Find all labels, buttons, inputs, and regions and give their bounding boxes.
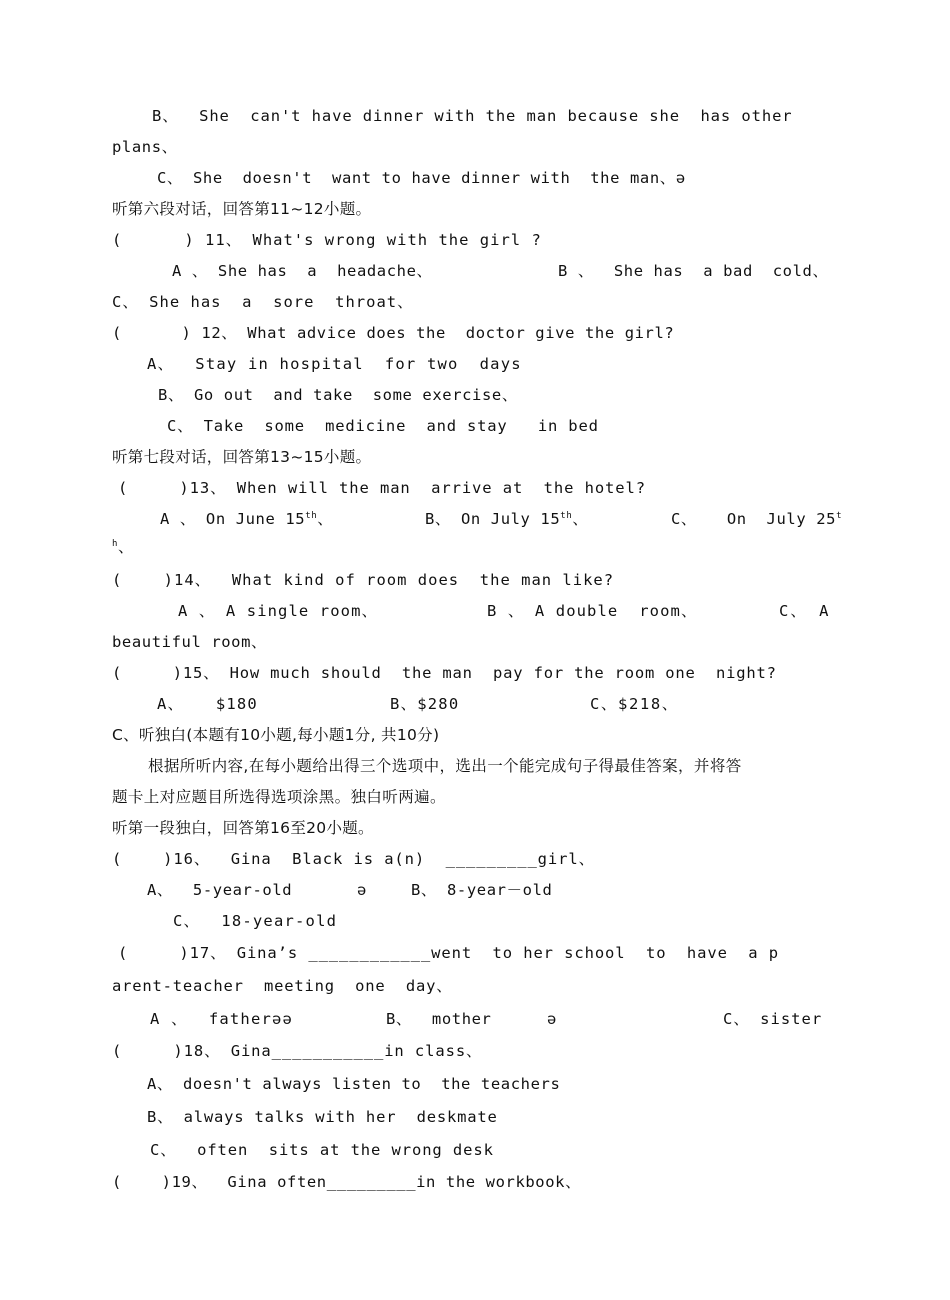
text: 听第七段对话，回答第13~15小题。 — [112, 448, 372, 466]
question-18-option-b — [0, 1106, 950, 1128]
question-10-option-c — [0, 167, 950, 189]
option-c: C、 Take some medicine and stay in bed — [167, 417, 599, 435]
option-a: A、 5-year-old — [147, 881, 293, 899]
text: ( )17、 Gina’s ____________went to her school to have a p — [118, 944, 780, 962]
question-11-options — [0, 260, 950, 282]
text: beautiful room、 — [112, 633, 268, 651]
text: ( ) 11、 What's wrong with the girl ? — [112, 231, 542, 249]
option-a: A 、 She has a headache、 — [172, 262, 433, 280]
text: ( )14、 What kind of room does the man like? — [112, 571, 615, 589]
question-12-option-b — [0, 384, 950, 406]
question-18-option-a — [0, 1073, 950, 1095]
text: 听第六段对话，回答第11~12小题。 — [112, 200, 372, 218]
question-11 — [0, 229, 950, 251]
section-instruction-monologue-1 — [0, 817, 950, 839]
option-c: C、 sister — [723, 1010, 823, 1028]
question-14-options — [0, 600, 950, 622]
text: $^h$、 — [112, 538, 135, 556]
option-a: A、 Stay in hospital for two days — [147, 355, 522, 373]
question-15 — [0, 662, 950, 684]
text: ( ) 12、 What advice does the doctor give the girl? — [112, 324, 675, 342]
option-b: B 、 A double room、 — [487, 602, 698, 620]
text: 听第一段独白，回答第16至20小题。 — [112, 819, 374, 837]
question-13-options — [0, 508, 950, 530]
text: ( )13、 When will the man arrive at the hotel? — [118, 479, 646, 497]
question-16-options — [0, 879, 950, 901]
section-instruction-7 — [0, 446, 950, 468]
option-c: C、$218、 — [590, 695, 679, 713]
option-c: C、 On July 25$^t$ — [671, 510, 843, 528]
question-10-option-b — [0, 105, 950, 127]
option-b: B、 8-year－old — [411, 881, 553, 899]
text: ( )16、 Gina Black is a(n) _________girl、 — [112, 850, 595, 868]
question-17-cont — [0, 975, 950, 997]
question-18-option-c — [0, 1139, 950, 1161]
text: ( )19、 Gina often_________in the workbook、 — [112, 1173, 582, 1191]
question-12 — [0, 322, 950, 344]
question-19 — [0, 1171, 950, 1193]
text: 题卡上对应题目所选得选项涂黑。独白听两遍。 — [112, 788, 446, 806]
option-a: A 、 fatherəə — [150, 1010, 294, 1028]
text: B、 She can't have dinner with the man because she has other — [152, 107, 793, 125]
text: arent-teacher meeting one day、 — [112, 977, 453, 995]
question-10-option-b-cont — [0, 136, 950, 158]
text: plans、 — [112, 138, 178, 156]
question-17 — [0, 942, 950, 964]
text: C、 She doesn't want to have dinner with the man、ə — [157, 169, 686, 187]
question-13 — [0, 477, 950, 499]
section-c-heading — [0, 724, 950, 746]
option-a: A、 $180 — [157, 695, 258, 713]
option-b: B、 On July 15th、 — [425, 510, 589, 528]
question-15-options — [0, 693, 950, 715]
question-16 — [0, 848, 950, 870]
option-b: B、 always talks with her deskmate — [147, 1108, 498, 1126]
option-b: B 、 She has a bad cold、 — [558, 262, 829, 280]
section-c-directions — [0, 755, 950, 777]
option-b: B、$280 — [390, 695, 460, 713]
option-c: C、 A — [779, 602, 831, 620]
question-16-option-c — [0, 910, 950, 932]
question-14 — [0, 569, 950, 591]
mark: ə — [357, 881, 367, 899]
text: ( )15、 How much should the man pay for the room one night? — [112, 664, 777, 682]
text: C、听独白(本题有10小题,每小题1分, 共10分) — [112, 726, 440, 744]
option-a: A 、 On June 15th、 — [160, 510, 334, 528]
option-c: C、 often sits at the wrong desk — [150, 1141, 494, 1159]
question-12-option-c — [0, 415, 950, 437]
question-17-options — [0, 1008, 950, 1030]
option-b: B、 Go out and take some exercise、 — [158, 386, 518, 404]
section-instruction-6 — [0, 198, 950, 220]
text: 根据所听内容,在每小题给出得三个选项中，选出一个能完成句子得最佳答案，并将答 — [148, 757, 742, 775]
option-c: C、 She has a sore throat、 — [112, 293, 414, 311]
question-13-option-c-cont — [0, 536, 950, 558]
question-11-option-c — [0, 291, 950, 313]
option-b: B、 mother — [386, 1010, 492, 1028]
question-12-option-a — [0, 353, 950, 375]
text: ( )18、 Gina___________in class、 — [112, 1042, 483, 1060]
option-c: C、 18-year-old — [173, 912, 338, 930]
section-c-directions-cont — [0, 786, 950, 808]
option-a: A、 doesn't always listen to the teachers — [147, 1075, 561, 1093]
mark: ə — [547, 1010, 557, 1028]
option-a: A 、 A single room、 — [178, 602, 379, 620]
question-14-option-c-cont — [0, 631, 950, 653]
question-18 — [0, 1040, 950, 1062]
